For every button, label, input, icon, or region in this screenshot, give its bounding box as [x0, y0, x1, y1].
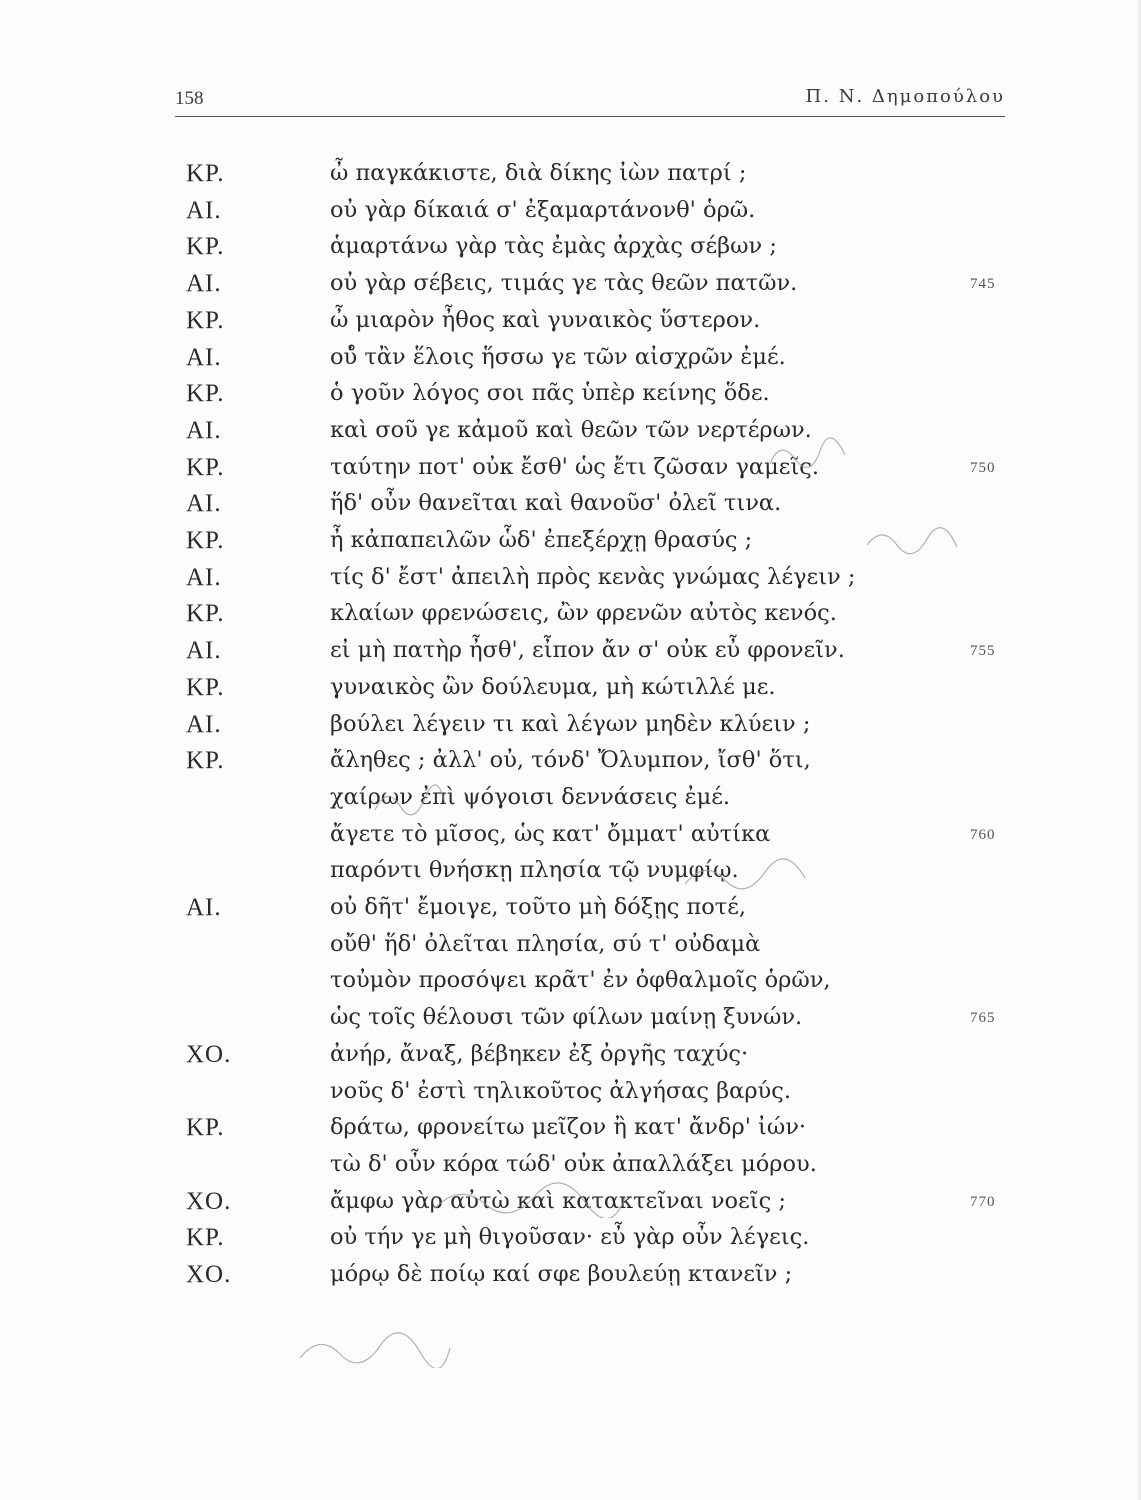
- verse-line: [0, 380, 1141, 414]
- speaker-label: ΚΡ.: [186, 1224, 225, 1252]
- verse-text-line: ἥδ' οὖν θανεῖται καὶ θανοῦσ' ὀλεῖ τινα.: [330, 490, 782, 517]
- pencil-annotation: [295, 1328, 455, 1368]
- verse-text-line: ὡς τοῖς θέλουσι τῶν φίλων μαίνῃ ξυνών.: [330, 1004, 803, 1031]
- speaker-label: ΑΙ.: [186, 343, 222, 371]
- verse-line: [0, 1114, 1141, 1148]
- verse-text-line: οὐ̊ τἂν ἕλοις ἥσσω γε τῶν αἰσχρῶν ἐμέ.: [330, 343, 786, 370]
- verse-line: [0, 1078, 1141, 1112]
- verse-text-line: οὔθ' ἥδ' ὀλεῖται πλησία, σύ τ' οὐδαμὰ: [330, 930, 761, 957]
- speaker-label: ΚΡ.: [186, 1114, 225, 1142]
- verse-text-line: βούλει λέγειν τι καὶ λέγων μηδὲν κλύειν ;: [330, 710, 811, 737]
- verse-text-line: ἄγετε τὸ μῖσος, ὡς κατ' ὄμματ' αὐτίκα: [330, 820, 771, 847]
- line-number: 745: [970, 276, 996, 293]
- pencil-annotation: [862, 520, 982, 560]
- speaker-label: ΚΡ.: [186, 453, 225, 481]
- verse-line: [0, 674, 1141, 708]
- pencil-annotation: [430, 1178, 640, 1218]
- line-number: 755: [970, 643, 996, 660]
- speaker-label: ΚΡ.: [186, 747, 225, 775]
- verse-text-line: ὦ παγκάκιστε, διὰ δίκης ἰὼν πατρί ;: [330, 160, 747, 186]
- verse-line: [0, 784, 1141, 818]
- speaker-label: ΑΙ.: [186, 637, 222, 665]
- verse-text-line: τοὐμὸν προσόψει κρᾶτ' ἐν ὀφθαλμοῖς ὁρῶν,: [330, 967, 831, 994]
- verse-line: [0, 564, 1141, 598]
- verse-text-line: οὐ γὰρ σέβεις, τιμάς γε τὰς θεῶν πατῶν.: [330, 270, 798, 297]
- verse-line: [0, 894, 1141, 928]
- speaker-label: ΑΙ.: [186, 416, 222, 444]
- speaker-label: ΑΙ.: [186, 894, 222, 921]
- verse-text-line: οὐ δῆτ' ἔμοιγε, τοῦτο μὴ δόξῃς ποτέ,: [330, 894, 747, 920]
- speaker-label: ΚΡ.: [186, 380, 225, 408]
- verse-text-line: τίς δ' ἔστ' ἀπειλὴ πρὸς κενὰς γνώμας λέγειν ;: [330, 563, 856, 590]
- verse-line: [0, 454, 1141, 488]
- verse-line: [0, 821, 1141, 855]
- speaker-label: ΚΡ.: [186, 673, 225, 701]
- verse-line: [0, 1004, 1141, 1038]
- pencil-annotation: [680, 854, 830, 894]
- verse-text-line: ὦ μιαρὸν ἦθος καὶ γυναικὸς ὕστερον.: [330, 306, 761, 333]
- speaker-label: ΧΟ.: [186, 1187, 232, 1215]
- speaker-label: ΧΟ.: [186, 1040, 232, 1068]
- pencil-annotation: [760, 434, 870, 474]
- verse-text-line: ἁμαρτάνω γὰρ τὰς ἐμὰς ἀρχὰς σέβων ;: [330, 233, 777, 260]
- line-number: 750: [970, 459, 996, 476]
- verse-line: [0, 967, 1141, 1001]
- verse-text-line: ἀνήρ, ἄναξ, βέβηκεν ἐξ ὀργῆς ταχύς·: [330, 1040, 749, 1067]
- verse-line: [0, 307, 1141, 341]
- verse-text-line: καὶ σοῦ γε κἀμοῦ καὶ θεῶν τῶν νερτέρων.: [330, 416, 812, 443]
- speaker-label: ΚΡ.: [186, 306, 225, 334]
- verse-line: [0, 1261, 1141, 1295]
- verse-line: [0, 711, 1141, 745]
- verse-line: [0, 600, 1141, 634]
- speaker-label: ΚΡ.: [186, 527, 225, 554]
- line-number: 760: [970, 826, 996, 843]
- speaker-label: ΑΙ.: [186, 270, 222, 298]
- speaker-label: ΑΙ.: [186, 490, 222, 518]
- verse-text-line: ἄληθες ; ἀλλ' οὐ, τόνδ' Ὄλυμπον, ἴσθ' ὅτι,: [330, 747, 811, 774]
- speaker-label: ΑΙ.: [186, 563, 222, 591]
- page-number: 158: [175, 88, 204, 109]
- verse-text-line: τὼ δ' οὖν κόρα τώδ' οὐκ ἀπαλλάξει μόρου.: [330, 1150, 817, 1177]
- speaker-label: ΑΙ.: [186, 196, 222, 224]
- speaker-label: ΧΟ.: [186, 1261, 232, 1288]
- verse-text-line: οὐ τήν γε μὴ θιγοῦσαν· εὖ γὰρ οὖν λέγεις.: [330, 1224, 810, 1251]
- verse-text-line: ὁ γοῦν λόγος σοι πᾶς ὑπὲρ κείνης ὅδε.: [330, 380, 770, 407]
- verse-text-line: χαίρων ἐπὶ ψόγοισι δεννάσεις ἐμέ.: [330, 783, 731, 810]
- verse-line: [0, 1224, 1141, 1258]
- running-head: Π. Ν. Δημοπούλου: [805, 86, 1005, 107]
- verse-text-line: γυναικὸς ὢν δούλευμα, μὴ κώτιλλέ με.: [330, 673, 776, 700]
- verse-text-line: εἰ μὴ πατὴρ ἦσθ', εἶπον ἄν σ' οὐκ εὖ φρονεῖν.: [330, 637, 845, 664]
- verse-line: [0, 197, 1141, 231]
- verse-line: [0, 417, 1141, 451]
- speaker-label: ΑΙ.: [186, 710, 222, 738]
- verse-line: [0, 857, 1141, 891]
- pencil-annotation: [370, 780, 450, 820]
- line-number: 765: [970, 1010, 996, 1027]
- verse-line: [0, 160, 1141, 194]
- verse-line: [0, 1041, 1141, 1075]
- verse-text-line: παρόντι θνήσκῃ πλησία τῷ νυμφίῳ.: [330, 857, 739, 884]
- verse-line: [0, 233, 1141, 267]
- verse-line: [0, 931, 1141, 965]
- verse-text-line: δράτω, φρονείτω μεῖζον ἢ κατ' ἄνδρ' ἰών·: [330, 1114, 807, 1141]
- verse-text-line: κλαίων φρενώσεις, ὢν φρενῶν αὐτὸς κενός.: [330, 600, 837, 627]
- speaker-label: ΚΡ.: [186, 600, 225, 628]
- verse-line: [0, 747, 1141, 781]
- verse-line: [0, 270, 1141, 304]
- line-number: 770: [970, 1193, 996, 1210]
- verse-line: [0, 637, 1141, 671]
- verse-text-line: οὐ γὰρ δίκαιά σ' ἐξαμαρτάνονθ' ὁρῶ.: [330, 196, 756, 223]
- verse-text-line: μόρῳ δὲ ποίῳ καί σφε βουλεύῃ κτανεῖν ;: [330, 1261, 793, 1287]
- speaker-label: ΚΡ.: [186, 160, 225, 187]
- verse-text-line: νοῦς δ' ἐστὶ τηλικοῦτος ἀλγήσας βαρύς.: [330, 1077, 791, 1104]
- verse-text-line: ἦ κἀπαπειλῶν ὧδ' ἐπεξέρχῃ θρασύς ;: [330, 527, 753, 553]
- verse-text-line: ἄμφω γὰρ αὐτὼ καὶ κατακτεῖναι νοεῖς ;: [330, 1187, 786, 1214]
- verse-text-line: ταύτην ποτ' οὐκ ἔσθ' ὡς ἔτι ζῶσαν γαμεῖς.: [330, 453, 819, 480]
- verse-line: [0, 344, 1141, 378]
- speaker-label: ΚΡ.: [186, 233, 225, 261]
